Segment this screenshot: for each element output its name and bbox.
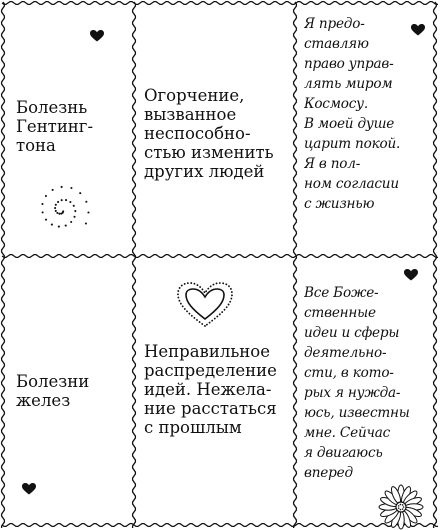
spiral-dots-icon <box>30 178 94 242</box>
text-line: деятельно- <box>304 345 387 361</box>
text-line: с жизнью <box>304 196 375 212</box>
text-line: ставляю <box>304 36 369 52</box>
text-line: стью изменить <box>144 143 274 162</box>
text-line: неспособно- <box>144 124 251 143</box>
table-cell-affirmation-2 <box>304 283 436 483</box>
text-line: сти, в кото- <box>304 365 394 381</box>
text-line: ние расстаться <box>144 399 277 418</box>
text-line: царит покой. <box>304 136 401 152</box>
text-line: Болезни <box>16 372 90 391</box>
text-line: идеи и сферы <box>304 325 400 341</box>
table-cell-disease-1 <box>16 98 130 155</box>
text-line: вперед <box>304 465 353 481</box>
text-line: право управ- <box>304 56 394 72</box>
text-line: распределение <box>144 361 277 380</box>
text-line: мне. Сейчас <box>304 425 391 441</box>
text-line: Огорчение, <box>144 86 245 105</box>
text-line: вызванное <box>144 105 237 124</box>
dotted-heart-icon <box>175 280 235 330</box>
text-line: Я предо- <box>304 16 365 32</box>
text-line: Болезнь <box>16 98 88 117</box>
heart-icon <box>411 24 425 36</box>
text-line: Неправильное <box>144 342 270 361</box>
text-line: с прошлым <box>144 418 242 437</box>
text-line: юсь, известны <box>304 405 410 421</box>
daisy-flower-icon <box>378 484 424 530</box>
text-line: желез <box>16 391 71 410</box>
text-line: рых я нужда- <box>304 385 401 401</box>
text-line: я двигаюсь <box>304 445 383 461</box>
table-cell-disease-2 <box>16 372 130 410</box>
text-line: лять миром <box>304 76 393 92</box>
heart-icon <box>90 30 104 42</box>
text-line: Гентинг- <box>16 117 94 136</box>
text-line: Космосу. <box>304 96 368 112</box>
text-line: ственные <box>304 305 376 321</box>
text-line: В моей душе <box>304 116 395 132</box>
table-cell-cause-1 <box>144 86 294 181</box>
table-cell-cause-2 <box>144 342 294 437</box>
text-line: идей. Нежела- <box>144 380 272 399</box>
text-line: Все Боже- <box>304 285 379 301</box>
text-line: других людей <box>144 162 265 181</box>
table-cell-affirmation-1 <box>304 14 436 214</box>
text-line: Я в пол- <box>304 156 361 172</box>
text-line: ном согласии <box>304 176 399 192</box>
heart-icon <box>404 269 418 281</box>
text-line: тона <box>16 136 56 155</box>
heart-icon <box>22 483 36 495</box>
